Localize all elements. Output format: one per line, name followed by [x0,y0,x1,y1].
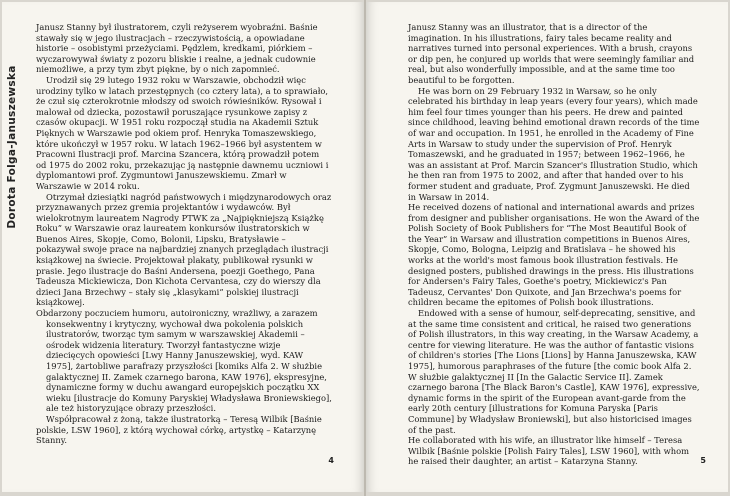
paragraph: He received dozens of national and international awards and prizes from designer and publisher organisations. He won the Award of the Polish Society of Book Publishers for “The Most Beautiful Book of the Year” in Warsaw and illustration competitions in Buenos Aires, Skopje, Como, Bologna, Leipzig and Bratislava – he showed his works at the world's most famous book illustration festivals. He designed posters, published drawings in the press. His illustrations for Andersen's Fairy Tales, Goethe's poetry, Mickiewicz's Pan Tadeusz, Cervantes' Don Quixote, and Jan Brzechwa's poems for children became the epitomes of Polish book illustrations. [408,202,700,308]
author-name-vertical: Dorota Folga-Januszewska [6,65,18,229]
paragraph: Janusz Stanny was an illustrator, that is a director of the imagination. In his illustrations, fairy tales became reality and narratives turned into personal experiences. With a brush, crayons or dip pen, he conjured up worlds that were seemingly familiar and real, but also wonderfully impossible, and at the same time too beautiful to be forgotten. [408,22,695,85]
paragraph: Obdarzony poczuciem humoru, autoironiczny, wrażliwy, a zarazem konsekwentny i krytyczny, wychował dwa pokolenia polskich ilustratorów, tworząc tym samym w warszawskiej Akademii – ośrodek widzenia literatury. Tworzył fantastyczne wizje dziecięcych opowieści [Lwy Hanny Januszewskiej, wyd. KAW 1975], żartobliwe parafrazy przyszłości [komiks Alfa 2. W służbie galaktycznej II. Zamek czarnego barona, KAW 1976], ekspresyjne, dynamiczne formy w duchu awangard europejskich początku XX wieku [ilustracje do Komuny Paryskiej Władysława Broniewskiego], ale też historyzujące obrazy przeszłości. [36,308,332,414]
paragraph: Janusz Stanny był ilustratorem, czyli reżyserem wyobraźni. Baśnie stawały się w jego ilustracjach – rzeczywistością, a opowiadane historie – osobistymi przeżyciami. Pędzlem, kredkami, piórkiem – wyczarowywał światy z pozoru bliskie i realne, a jednak cudownie niemożliwe, a przy tym zbyt piękne, by o nich zapomnieć. [36,22,318,75]
polish-text-column [36,22,332,446]
page-number: 5 [700,456,706,465]
paragraph: He was born on 29 February 1932 in Warsaw, so he only celebrated his birthday in leap years (every four years), which made him feel four times younger than his peers. He drew and painted since childhood, leaving behind emotional drawn records of the time of war and occupation. In 1951, he enrolled in the Academy of Fine Arts in Warsaw to study under the supervision of Prof. Henryk Tomaszewski, and he graduated in 1957; between 1962–1966, he was an assistant at Prof. Marcin Szancer's Illustration Studio, which he then ran from 1975 to 2002, and after that handed over to his former student and graduate, Prof. Zygmunt Januszewski. He died in Warsaw in 2014. [408,85,700,202]
left-page [2,2,364,492]
paragraph: Współpracował z żoną, także ilustratorką – Teresą Wilbik [Baśnie polskie, LSW 1960], z którą wychował córkę, artystkę – Katarzynę Stanny. [36,413,322,446]
paragraph: Urodził się 29 lutego 1932 roku w Warszawie, obchodził więc urodziny tylko w latach przestępnych (co cztery lata), a to sprawiało, że czuł się czterokrotnie młodszy od swoich rówieśników. Rysował i malował od dziecka, pozostawił poruszające rysunkowe zapisy z czasów okupacji. W 1951 roku rozpoczął studia na Akademii Sztuk Pięknych w Warszawie pod okiem prof. Henryka Tomaszewskiego, które ukończył w 1957 roku. W latach 1962–1966 był asystentem w Pracowni Ilustracji prof. Marcina Szancera, którą prowadził potem od 1975 do 2002 roku, przekazując ją następnie dawnemu uczniowi i dyplomantowi prof. Zygmuntowi Januszewskiemu. Zmarł w Warszawie w 2014 roku. [36,74,329,191]
page-number: 4 [328,456,334,465]
paragraph: He collaborated with his wife, an illustrator like himself – Teresa Wilbik [Baśnie polskie [Polish Fairy Tales], LSW 1960], with whom he raised their daughter, an artist – Katarzyna Stanny. [408,435,690,467]
english-text-column [408,22,700,467]
paragraph: Endowed with a sense of humour, self-deprecating, sensitive, and at the same time consistent and critical, he raised two generations of Polish illustrators, in this way creating, in the Warsaw Academy, a centre for viewing literature. He was the author of fantastic visions of children's stories [The Lions [Lions] by Hanna Januszewska, KAW 1975], humorous paraphrases of the future [the comic book Alfa 2. W służbie galaktycznej II [In the Galactic Service II]. Zamek czarnego barona [The Black Baron's Castle], KAW 1976], expressive, dynamic forms in the spirit of the European avant-garde from the early 20th century [illustrations for Komuna Paryska [Paris Commune] by Władysław Broniewski], but also historicised images of the past. [408,308,700,435]
right-page [366,2,728,492]
paragraph: Otrzymał dziesiątki nagród państwowych i międzynarodowych oraz przyznawanych przez gremia projektantów i wydawców. Był wielokrotnym laureatem Nagrody PTWK za „Najpiękniejszą Książkę Roku” w Warszawie oraz laureatem konkursów ilustratorskich w Buenos Aires, Skopje, Como, Bolonii, Lipsku, Bratysławie – pokazywał swoje prace na najbardziej znanych przeglądach ilustracji książkowej na świecie. Projektował plakaty, publikował rysunki w prasie. Jego ilustracje do Baśni Andersena, poezji Goethego, Pana Tadeusza Mickiewicza, Don Kichota Cervantesa, czy do wierszy dla dzieci Jana Brzechwy – stały się „klasykami” polskiej ilustracji książkowej. [36,191,332,308]
